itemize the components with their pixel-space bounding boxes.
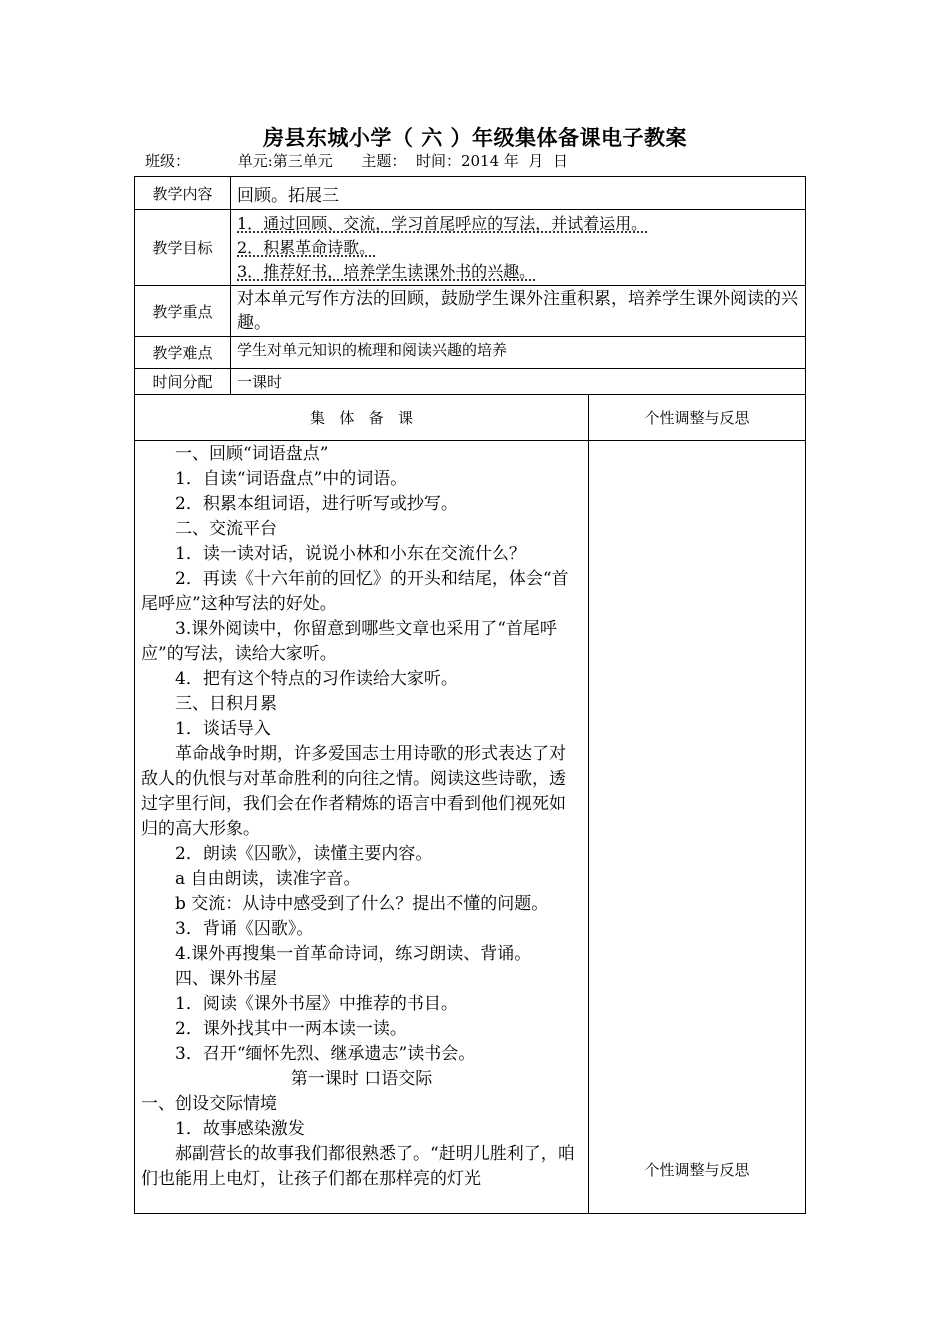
body-paragraph: 2．积累本组词语，进行听写或抄写。: [175, 494, 458, 514]
page-title: 房县东城小学（ 六 ）年级集体备课电子教案: [262, 125, 688, 150]
body-paragraph: 四、课外书屋: [175, 969, 277, 989]
body-row: [135, 441, 806, 1214]
goals-label: 教学目标: [135, 210, 231, 286]
goal-item: 1．通过回顾、交流，学习首尾呼应的写法，并试着运用。: [237, 213, 648, 233]
body-paragraph: 3．背诵《囚歌》。: [175, 919, 314, 939]
focus-label: 教学重点: [135, 286, 231, 337]
row-content: [135, 177, 806, 210]
section-header-left: 集 体 备 课: [135, 395, 589, 441]
body-paragraph: 二、交流平台: [175, 519, 277, 539]
difficulty-value: 学生对单元知识的梳理和阅读兴趣的培养: [231, 337, 806, 369]
body-paragraph: 2．再读《十六年前的回忆》的开头和结尾，体会“首尾呼应”这种写法的好处。: [141, 569, 569, 614]
body-paragraph: a 自由朗读，读准字音。: [175, 869, 361, 889]
lesson-plan-table: [134, 176, 806, 1214]
lesson-body-lines: [141, 442, 582, 1210]
body-paragraph: b 交流：从诗中感受到了什么？提出不懂的问题。: [175, 894, 549, 914]
time-alloc-value: 一课时: [231, 369, 806, 395]
unit-label: 单元:第三单元: [237, 152, 333, 170]
body-paragraph: 2．课外找其中一两本读一读。: [175, 1019, 407, 1039]
body-paragraph: 3．召开“缅怀先烈、继承遗志”读书会。: [175, 1044, 476, 1064]
body-paragraph: 2．朗读《囚歌》，读懂主要内容。: [175, 844, 433, 864]
body-paragraph: 郝副营长的故事我们都很熟悉了。“赶明儿胜利了，咱们也能用上电灯，让孩子们都在那样亮的灯光: [141, 1144, 575, 1189]
lesson-body: [135, 441, 589, 1214]
header-meta: [145, 150, 568, 171]
goal-item: 3．推荐好书，培养学生读课外书的兴趣。: [237, 261, 536, 281]
difficulty-label: 教学难点: [135, 337, 231, 369]
body-paragraph: 1．故事感染激发: [175, 1119, 305, 1139]
topic-label: 主题：: [361, 152, 407, 170]
body-paragraph: 3.课外阅读中，你留意到哪些文章也采用了“首尾呼应”的写法，读给大家听。: [141, 619, 557, 664]
section-header-right: 个性调整与反思: [589, 395, 806, 441]
reflection-note: 个性调整与反思: [644, 1161, 750, 1179]
reflection-column: [589, 441, 806, 1214]
body-paragraph: 1．谈话导入: [175, 719, 271, 739]
body-paragraph: 革命战争时期，许多爱国志士用诗歌的形式表达了对敌人的仇恨与对革命胜利的向往之情。阅读这些诗歌，透过字里行间，我们会在作者精炼的语言中看到他们视死如归的高大形象。: [141, 744, 566, 839]
row-time: [135, 369, 806, 395]
body-paragraph: 4．把有这个特点的习作读给大家听。: [175, 669, 458, 689]
row-focus: [135, 286, 806, 337]
body-paragraph: 4.课外再搜集一首革命诗词，练习朗读、背诵。: [175, 944, 532, 964]
focus-value: 对本单元写作方法的回顾，鼓励学生课外注重积累，培养学生课外阅读的兴趣。: [231, 286, 806, 337]
body-paragraph: 三、日积月累: [175, 694, 277, 714]
goal-item: 2．积累革命诗歌。: [237, 237, 376, 257]
row-goals: [135, 210, 806, 286]
time-alloc-label: 时间分配: [135, 369, 231, 395]
content-label: 教学内容: [135, 177, 231, 210]
section-header-row: [135, 395, 806, 441]
body-paragraph: 一、回顾“词语盘点”: [175, 444, 329, 464]
body-paragraph: 1．自读“词语盘点”中的词语。: [175, 469, 408, 489]
time-label: 时间：2014 年 月 日: [415, 152, 568, 170]
class-label: 班级：: [145, 152, 191, 170]
body-paragraph: 第一课时 口语交际: [290, 1069, 433, 1089]
row-difficulty: [135, 337, 806, 369]
goals-list: [231, 210, 806, 286]
body-paragraph: 1．读一读对话，说说小林和小东在交流什么？: [175, 544, 526, 564]
body-paragraph: 一、创设交际情境: [141, 1094, 277, 1114]
body-paragraph: 1．阅读《课外书屋》中推荐的书目。: [175, 994, 458, 1014]
content-value: 回顾。拓展三: [231, 177, 806, 210]
